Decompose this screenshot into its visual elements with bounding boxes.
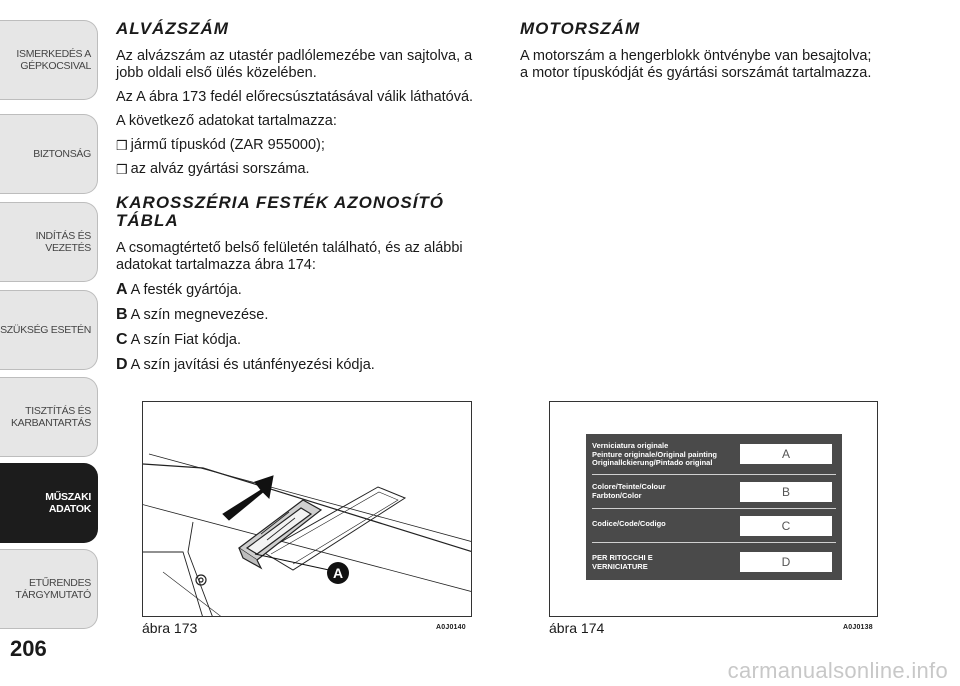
figure-174-code: A0J0138	[843, 624, 873, 631]
tab-szukseg-eseten[interactable]: SZÜKSÉG ESETÉN	[0, 290, 98, 370]
figure-173	[142, 401, 472, 617]
paint-item-b: B A szín megnevezése.	[116, 306, 269, 323]
figure-173-caption: ábra 173	[142, 620, 198, 636]
chassis-cover-illustration	[143, 402, 472, 617]
chassis-bullet-2: ❒ az alváz gyártási sorszáma.	[116, 161, 310, 177]
figure-174	[549, 401, 878, 617]
figure-174-caption: ábra 174	[549, 620, 605, 636]
left-column	[116, 20, 496, 381]
paint-heading: KAROSSZÉRIA FESTÉK AZONOSÍTÓ TÁBLA	[116, 193, 445, 230]
plate-row-a: Verniciatura originale Peinture originale/Original painting Originallckierung/Pintado original A	[592, 434, 836, 475]
right-column	[520, 20, 880, 89]
plate-row-c: Codice/Code/Codigo C	[592, 508, 836, 543]
page-number: 206	[10, 636, 47, 661]
checkbox-bullet-icon: ❒	[116, 138, 128, 153]
paint-item-a: A A festék gyártója.	[116, 281, 242, 298]
tab-muszaki-adatok[interactable]: MŰSZAKI ADATOK	[0, 463, 98, 543]
engine-para-1: A motorszám a hengerblokk öntvénybe van besajtolva; a motor típuskódját és gyártási sorszámát tartalmazza.	[520, 48, 872, 81]
tab-inditas-es-vezetes[interactable]: INDÍTÁS ÉS VEZETÉS	[0, 202, 98, 282]
paint-item-c: C A szín Fiat kódja.	[116, 331, 241, 348]
tab-biztonsag[interactable]: BIZTONSÁG	[0, 114, 98, 194]
chassis-bullet-1: ❒ jármű típuskód (ZAR 955000);	[116, 137, 325, 153]
chassis-para-3: A következő adatokat tartalmazza:	[116, 113, 337, 129]
tab-eturendes-targymutato[interactable]: ETŰRENDES TÁRGYMUTATÓ	[0, 549, 98, 629]
chassis-para-2: Az A ábra 173 fedél előrecsúsztatásával válik láthatóvá.	[116, 89, 474, 105]
paint-para-1: A csomagtértető belső felületén található, és az alábbi adatokat tartalmazza ábra 174:	[116, 240, 463, 273]
figure-173-code: A0J0140	[436, 624, 466, 631]
tab-tisztitas-es-karbantartas[interactable]: TISZTÍTÁS ÉS KARBANTARTÁS	[0, 377, 98, 457]
figure-173-label-a: A	[332, 565, 344, 581]
chassis-heading: ALVÁZSZÁM	[116, 19, 229, 38]
chassis-para-1: Az alvázszám az utastér padlólemezébe van sajtolva, a jobb oldali első ülés közelében.	[116, 48, 473, 81]
paint-id-plate	[586, 434, 842, 580]
plate-row-b: Colore/Teinte/Colour Farbton/Color B	[592, 474, 836, 509]
checkbox-bullet-icon: ❒	[116, 162, 128, 177]
tab-ismerkedes[interactable]: ISMERKEDÉS A GÉPKOCSIVAL	[0, 20, 98, 100]
paint-item-d: D A szín javítási és utánfényezési kódja.	[116, 356, 375, 373]
engine-heading: MOTORSZÁM	[520, 19, 641, 38]
plate-row-d: PER RITOCCHI E VERNICIATURE D	[592, 542, 836, 580]
watermark: carmanualsonline.info	[727, 658, 948, 683]
